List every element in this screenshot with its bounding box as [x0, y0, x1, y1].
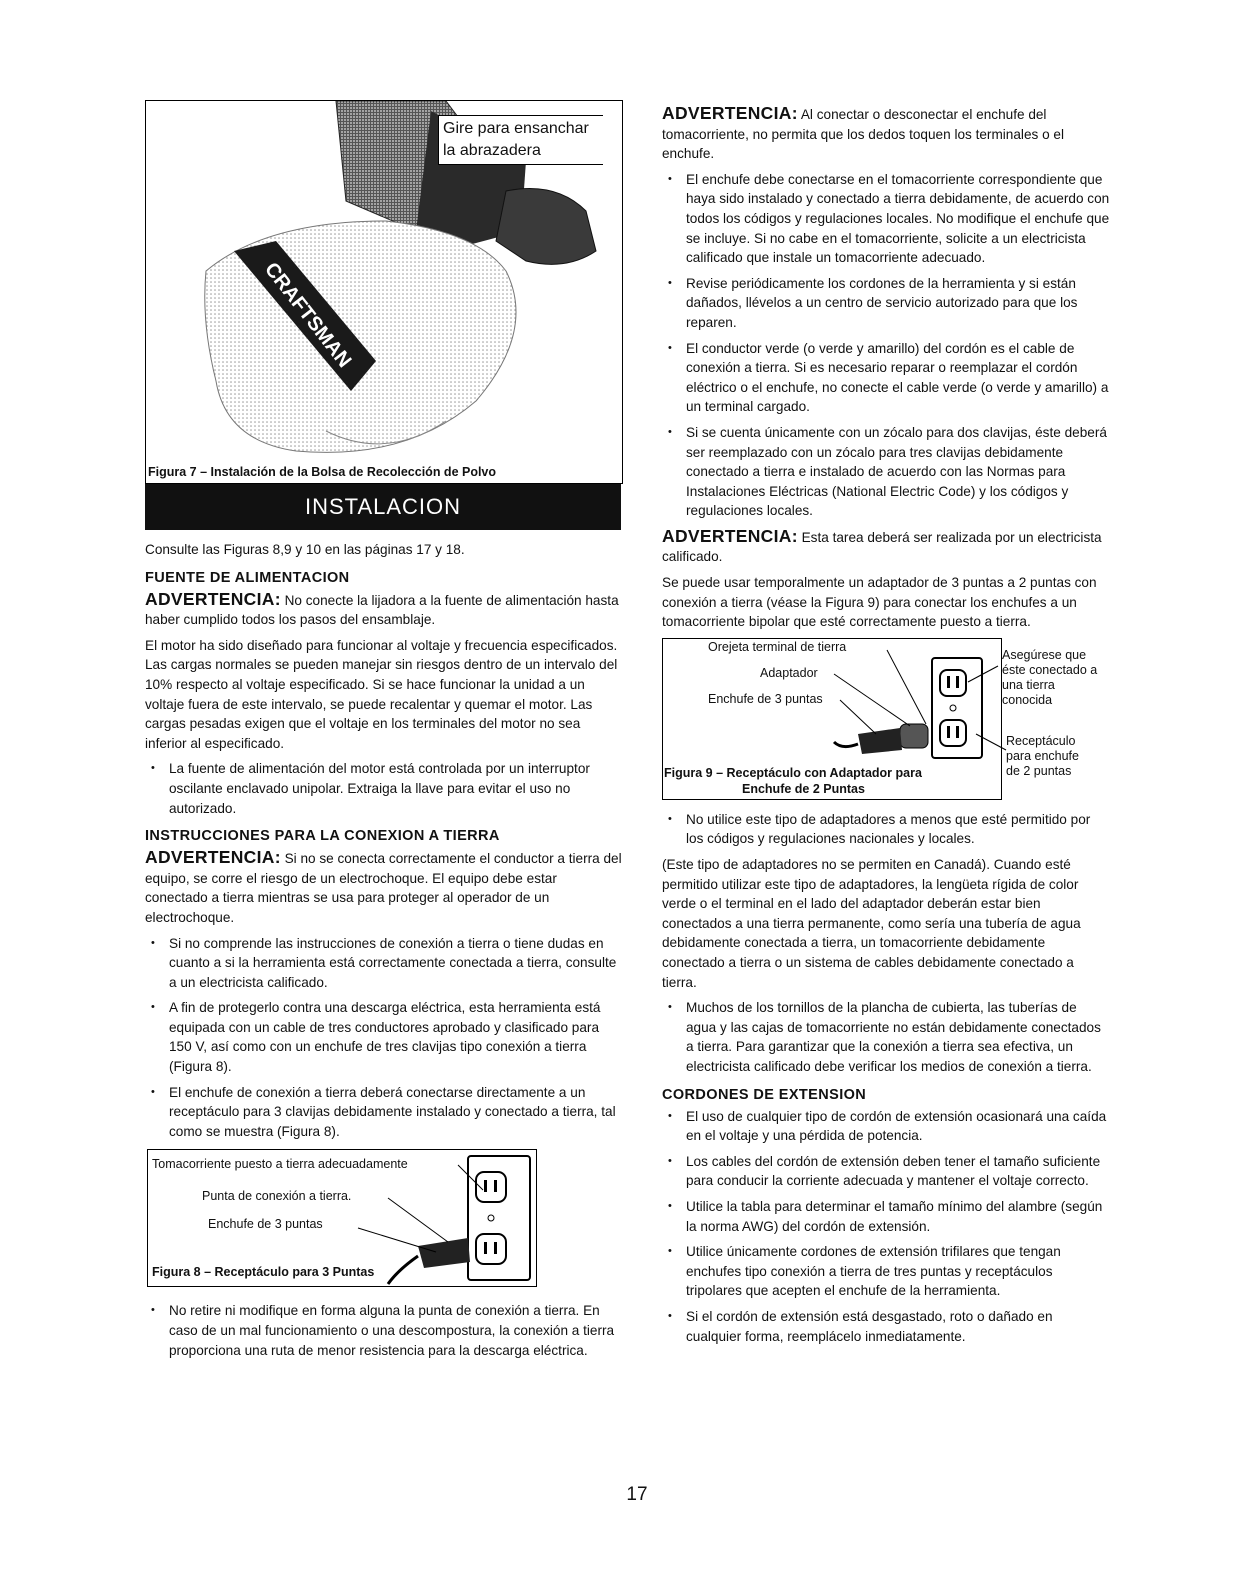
list-item: • Muchos de los tornillos de la plancha de cubierta, las tuberías de agua y las cajas de tomacorriente no están debidamente conectados a tierra. Para garantizar que la conexión a tierra sea efectiva, un electricista calificado debe verificar los medios de conexión a tierra.: [662, 998, 1110, 1076]
figure-8: [147, 1149, 537, 1287]
figure-9: [662, 638, 1102, 800]
heading-extension-cords: CORDONES DE EXTENSION: [662, 1086, 867, 1103]
figure-7: [145, 100, 623, 484]
list-item: • Utilice la tabla para determinar el tamaño mínimo del alambre (según la norma AWG) del cordón de extensión.: [662, 1197, 1110, 1236]
heading-grounding: INSTRUCCIONES PARA LA CONEXION A TIERRA: [145, 828, 500, 845]
figure-8-label-plug: Enchufe de 3 puntas: [208, 1217, 323, 1232]
figure-9-label-receptacle: Receptáculo para enchufe de 2 puntas: [1006, 733, 1079, 778]
left-column: [145, 100, 623, 1366]
heading-power-source: FUENTE DE ALIMENTACION: [145, 569, 350, 586]
list-item: • El uso de cualquier tipo de cordón de extensión ocasionará una caída en el voltaje y una pérdida de potencia.: [662, 1107, 1110, 1146]
list-item: • Si no comprende las instrucciones de conexión a tierra o tiene dudas en cuanto a si la herramienta está correctamente conectada a tierra, consulte a un electricista calificado.: [145, 934, 623, 993]
grounding-bullets: [145, 934, 623, 1142]
list-item: • El conductor verde (o verde y amarillo) del cordón es el cable de conexión a tierra. Si es necesario reparar o reemplazar el cordón eléctrico o el enchufe, no conecte el cable verde (o verde y amarillo) a un terminal cargado.: [662, 339, 1110, 417]
list-item: • El enchufe debe conectarse en el tomacorriente correspondiente que haya sido instalado y conectado a tierra debidamente, de acuerdo con todos los códigos y regulaciones locales. No modifique el enchufe que se incluye. Si no cabe en el tomacorriente, solicite a un electricista calificado que instale un tomacorriente adecuado.: [662, 170, 1110, 268]
warning-text: Al conectar o desconectar el enchufe del tomacorriente, no permita que los dedos toquen los terminales o el enchufe.: [662, 107, 1064, 162]
warning-label: ADVERTENCIA:: [662, 525, 798, 546]
right-column: [662, 104, 1110, 1352]
brand-logo-text: CRAFTSMAN: [260, 258, 356, 372]
extension-bullets: [662, 1107, 1110, 1347]
screw-bullets: [662, 998, 1110, 1076]
warning-text: No conecte la lijadora a la fuente de alimentación hasta haber cumplido todos los pasos del ensamblaje.: [145, 592, 619, 628]
figure-8-caption: Figura 8 – Receptáculo para 3 Puntas: [152, 1265, 375, 1280]
list-item: • No utilice este tipo de adaptadores a menos que esté permitido por los códigos y regulaciones nacionales y locales.: [662, 810, 1110, 849]
warning-label: ADVERTENCIA:: [662, 103, 798, 123]
warning-electrician: [662, 527, 1110, 567]
warning-label: ADVERTENCIA:: [145, 847, 281, 868]
plug-bullets: [662, 170, 1110, 521]
canada-paragraph: (Este tipo de adaptadores no se permiten en Canadá). Cuando esté permitido utilizar este tipo de adaptadores, la lengüeta rígida de color verde o el terminal en el lado del adaptador deberán estar bien conectados a una tierra permanente, como sería una tubería de agua debidamente conectada a tierra, un tomacorriente debidamente conectado a tierra o un sistema de cables debidamente conectado a tierra.: [662, 857, 1081, 990]
figure-9-label-plug: Enchufe de 3 puntas: [708, 691, 823, 706]
page-number: 17: [626, 1484, 648, 1505]
list-item: • Revise periódicamente los cordones de la herramienta y si están dañados, llévelos a un centro de servicio autorizado para que los reparen.: [662, 274, 1110, 333]
warning-text: Esta tarea deberá ser realizada por un electricista calificado.: [662, 529, 1102, 565]
figure-9-label-lug: Orejeta terminal de tierra: [708, 639, 847, 654]
list-item: • No retire ni modifique en forma alguna la punta de conexión a tierra. En caso de un mal funcionamiento o una descompostura, la conexión a tierra proporciona una ruta de menor resistencia para la descarga eléctrica.: [145, 1301, 623, 1360]
figure-9-label-adapter: Adaptador: [760, 665, 818, 680]
grounding-bullets-after: [145, 1301, 623, 1360]
list-item: • La fuente de alimentación del motor está controlada por un interruptor oscilante enclavado unipolar. Extraiga la llave para evitar el uso no autorizado.: [145, 759, 623, 818]
figure-8-label-ground-pin: Punta de conexión a tierra.: [202, 1189, 352, 1204]
figure-7-callout: Gire para ensanchar la abrazadera: [438, 115, 603, 165]
list-item: • Si el cordón de extensión está desgastado, roto o dañado en cualquier forma, reemplácelo inmediatamente.: [662, 1307, 1110, 1346]
intro-text: Consulte las Figuras 8,9 y 10 en las páginas 17 y 18.: [145, 542, 465, 557]
figure-9-caption-line2: Enchufe de 2 Puntas: [742, 781, 865, 796]
warning-connect: [662, 104, 1110, 164]
warning-grounding: [145, 848, 623, 927]
figure-9-label-ground: Asegúrese que éste conectado a una tierra conocida: [1002, 647, 1098, 707]
warning-text: Si no se conecta correctamente el conductor a tierra del equipo, se corre el riesgo de un electrochoque. El equipo debe estar conectado a tierra mientras se usa para proteger al operador de un electrochoque.: [145, 851, 622, 925]
section-banner: INSTALACION: [145, 484, 621, 530]
list-item: • Utilice únicamente cordones de extensión trifilares que tengan enchufes tipo conexión a tierra de tres puntas y receptáculos tripolares que acepten el enchufe de la herramienta.: [662, 1242, 1110, 1301]
figure-9-caption-line1: Figura 9 – Receptáculo con Adaptador para: [664, 765, 922, 780]
figure-8-label-receptacle: Tomacorriente puesto a tierra adecuadamente: [152, 1157, 408, 1172]
list-item: • Si se cuenta únicamente con un zócalo para dos clavijas, éste deberá ser reemplazado con un zócalo para tres clavijas debidamente conectado a tierra e instalado de acuerdo con las Normas para Instalaciones Eléctricas (National Electric Code) y los códigos y regulaciones locales.: [662, 423, 1110, 521]
figure-7-caption: Figura 7 – Instalación de la Bolsa de Recolección de Polvo: [148, 465, 497, 479]
adapter-paragraph: Se puede usar temporalmente un adaptador de 3 puntas a 2 puntas con conexión a tierra (véase la Figura 9) para conectar los enchufes a un tomacorriente bipolar que esté correctamente puesto a tierra.: [662, 575, 1097, 630]
motor-paragraph: El motor ha sido diseñado para funcionar al voltaje y frecuencia especificados. Las cargas normales se pueden manejar sin riesgos dentro de un intervalo del 10% respecto al voltaje especificado. Si se hace funcionar la unidad a un voltaje fuera de este intervalo, se puede recalentar y quemar el motor. Las cargas pesadas exigen que el voltaje en los terminales del motor no sea inferior al especificado.: [145, 637, 618, 751]
power-bullets: [145, 759, 623, 818]
list-item: • El enchufe de conexión a tierra deberá conectarse directamente a un receptáculo para 3 clavijas debidamente instalado y conectado a tierra, tal como se muestra (Figura 8).: [145, 1083, 623, 1142]
warning-power: [145, 590, 623, 630]
warning-label: ADVERTENCIA:: [145, 588, 281, 609]
list-item: • A fin de protegerlo contra una descarga eléctrica, esta herramienta está equipada con un cable de tres conductores aprobado y clasificado para 150 V, así como con un enchufe de tres clavijas tipo conexión a tierra (Figura 8).: [145, 998, 623, 1076]
adapter-bullets: [662, 810, 1110, 849]
list-item: • Los cables del cordón de extensión deben tener el tamaño suficiente para conducir la corriente adecuada y mantener el voltaje correcto.: [662, 1152, 1110, 1191]
